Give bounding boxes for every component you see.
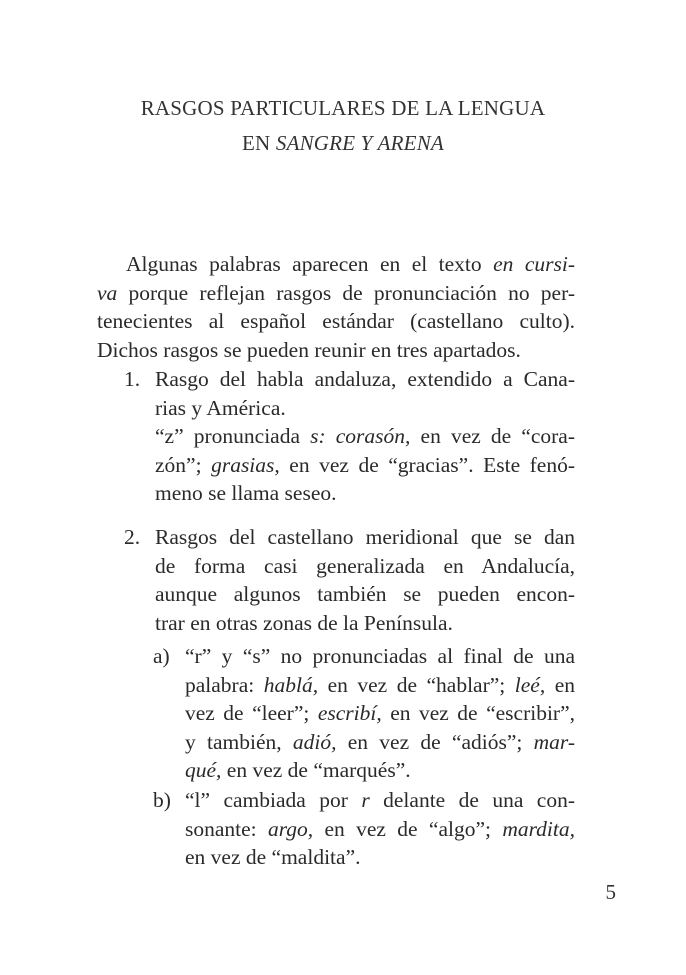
item-line: zón”; grasias, en vez de “gracias”. Este fenó-	[155, 452, 575, 477]
list-item-2	[124, 523, 575, 637]
item-line: Rasgo del habla andaluza, extendido a Cana-	[155, 367, 575, 391]
item-line: de forma casi generalizada en Andalucía,	[155, 553, 575, 578]
sub-item-line: vez de “leer”; escribí, en vez de “escribir”,	[185, 701, 576, 726]
item-line: “z” pronunciada s: corasón, en vez de “cora-	[155, 424, 575, 449]
sub-item-label: b)	[153, 788, 171, 812]
title-line-2-prefix: EN	[242, 131, 276, 155]
sub-item-label: a)	[153, 644, 170, 668]
body-text	[97, 250, 575, 364]
sub-item-line: en vez de “maldita”.	[185, 845, 361, 870]
item-line: Rasgos del castellano meridional que se dan	[155, 525, 575, 549]
intro-line: Algunas palabras aparecen en el texto en cursi-	[126, 252, 576, 276]
page-number: 5	[605, 880, 616, 904]
list-number: 2.	[124, 525, 141, 549]
intro-line: va porque reflejan rasgos de pronunciación no per-	[97, 280, 575, 305]
intro-line: tenecientes al español estándar (castellano culto).	[97, 309, 575, 334]
sub-item-line: “l” cambiada por r delante de una con-	[185, 788, 575, 812]
sub-item-line: palabra: hablá, en vez de “hablar”; leé, en	[185, 672, 575, 697]
sub-item-line: “r” y “s” no pronunciadas al final de una	[185, 644, 575, 668]
list-number: 1.	[124, 367, 141, 391]
title-book-name: SANGRE Y ARENA	[275, 131, 444, 155]
sub-item-line: sonante: argo, en vez de “algo”; mardita,	[185, 816, 575, 841]
title-line-2	[0, 131, 686, 156]
intro-line: Dichos rasgos se pueden reunir en tres apartados.	[97, 337, 521, 362]
sub-item-a	[153, 642, 576, 785]
sub-item-line: y también, adió, en vez de “adiós”; mar-	[185, 729, 575, 754]
item-line: aunque algunos también se pueden encon-	[155, 582, 575, 607]
sub-item-b	[153, 786, 575, 872]
item-line: meno se llama seseo.	[155, 481, 337, 506]
list-item-1	[124, 365, 575, 508]
item-line: trar en otras zonas de la Península.	[155, 610, 453, 635]
title-line-1: RASGOS PARTICULARES DE LA LENGUA	[140, 96, 546, 120]
item-line: rias y América.	[155, 395, 286, 420]
sub-item-line: qué, en vez de “marqués”.	[185, 758, 411, 783]
